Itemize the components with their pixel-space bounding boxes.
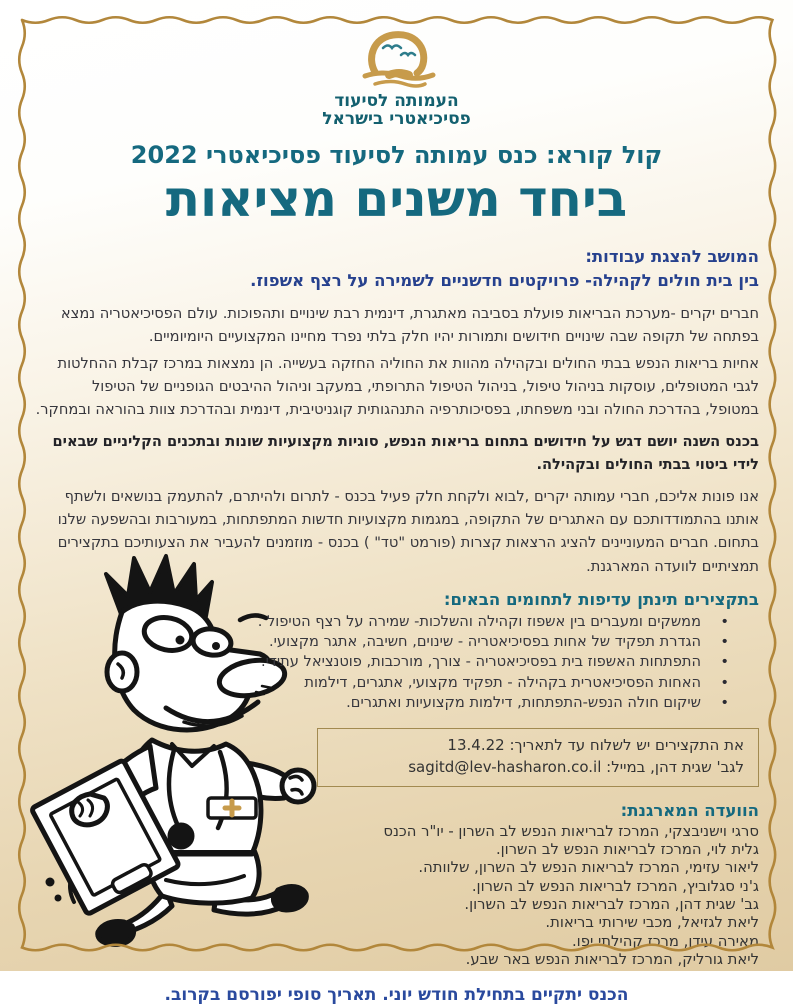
committee-member: ג'ני סגלוביץ, המרכז לבריאות הנפש לב השרון. <box>471 877 759 895</box>
sun-birds-water-logo-icon <box>345 28 449 92</box>
committee-member: מאירה עידן, מרכז קהילתי יפו. <box>571 932 759 950</box>
topic-item: • האחות הפסיכיאטרית בקהילה - תפקיד מקצועי, אתגרים, דילמות <box>34 673 747 693</box>
email-line <box>332 756 744 779</box>
topic-item: • הגדרת תפקיד של אחות בפסיכיאטריה - שינוים, חשיבה, אתגר מקצועי. <box>34 632 747 652</box>
intro-paragraph-emphasis: בכנס השנה יושם דגש על חידושים בתחום בריאות הנפש, סוגיות מקצועיות שונות ובתכנים הקליניים שבאים לידי ביטוי בבתי החולים ובקהילה. <box>52 433 759 474</box>
committee-list <box>34 823 759 970</box>
session-subheading: בין בית חולים לקהילה- פרויקטים חדשניים לשמירה על רצף אשפוז. <box>250 271 759 291</box>
organizing-committee <box>34 801 759 970</box>
intro-paragraph-2: אחיות בריאות הנפש בבתי החולים ובקהילה מהוות את החוליה החזקה בעשייה. הן נמצאות במרכז קבלת ההחלטות לגבי המטופלים, עוסקות בניהול טיפול, בניהול הטיפול התרופתי, במעקב וניהול ההיבטים הגופניים של הטיפול במטופל, בהדרכת החולה ובני משפחתו, בפסיכותרפיה התנהגותית קוגניטיבית, דינמית ובהדרכת צוות בהוראה ובמחקר. <box>35 355 759 419</box>
topic-item: • שיקום חולה הנפש-התפתחות, דילמות מקצועיות ואתגרים. <box>34 693 747 713</box>
submission-info-box <box>317 728 759 787</box>
org-name-line2: פסיכיאטרי בישראל <box>322 109 471 130</box>
committee-member: גב' שגית דהן, המרכז לבריאות הנפש לב השרון. <box>464 896 759 914</box>
committee-member: גלית לוי, המרכז לבריאות הנפש לב השרון. <box>495 841 759 859</box>
committee-member: ליאת לגזיאל, מכבי שירותי בריאות. <box>545 914 759 932</box>
committee-member: ליאור עזימי, המרכז לבריאות הנפש לב השרון, שלוותה. <box>418 859 759 877</box>
topic-item: • ממשקים ומעברים בין אשפוז וקהילה והשלכות- שמירה על רצף הטיפול . <box>34 612 747 632</box>
intro-paragraph-1: חברים יקרים -מערכת הבריאות פועלת בסביבה מאתגרת, דינמית רבת שינויים ותהפוכות. עולם הפסיכיאטריה נמצא בפתחה של תקופה שבה שינויים חידושים ותמורות יהיו חלק בלתי נפרד מחיינו המקצועיים היומיומיים. <box>60 305 759 346</box>
email-label: לגב' שגית דהן, במייל: <box>606 758 744 777</box>
designer-credit <box>22 608 38 748</box>
association-logo <box>34 28 759 129</box>
committee-member: סרגי וישניבצקי, המרכז לבריאות הנפש לב השרון - יו"ר הכנס <box>383 822 759 840</box>
org-name-line1: העמותה לסיעוד <box>334 91 459 111</box>
email-address: sagitd@lev-hasharon.co.il <box>408 758 602 777</box>
poster-content <box>34 24 759 1005</box>
topics-list <box>34 612 747 714</box>
deadline-line <box>332 734 744 757</box>
call-for-papers-headline: קול קורא: כנס עמותה לסיעוד פסיכיאטרי 2022 <box>130 140 663 169</box>
committee-member: ליאת גורליק, המרכז לבריאות הנפש באר שבע. <box>465 951 759 969</box>
intro-paragraph-invitation: אנו פונות אליכם, חברי עמותה יקרים ,לבוא ולקחת חלק פעיל בכנס - לתרום ולהיתרם, להתעמק בנושאים ולשתף אותנו בהתמודדותכם עם האתגרים של התקופה, במגמות מקצועיות חדשות המתפתחות, במעורבות ובהשפעה שלנו בתחום. חברים המעוניינים להציג הרצאות קצרות (פורמט "טד" ) בכנס - מוזמנים להעביר את הצעותיכם בתקצירים תמציתיים לוועדה המארגנת. <box>57 488 759 575</box>
conference-title: ביחד משנים מציאות <box>165 169 628 228</box>
deadline-label: את התקצירים יש לשלוח עד לתאריך: <box>509 735 744 754</box>
session-heading: המושב להצגת עבודות: <box>585 247 759 267</box>
committee-heading: הוועדה המארגנת: <box>620 800 759 820</box>
save-the-date-line: הכנס יתקיים בתחילת חודש יוני. תאריך סופי יפורסם בקרוב. <box>164 985 629 1005</box>
topic-item: • התפתחות האשפוז בית בפסיכיאטריה - צורך, מורכבות, פוטנציאל עתידי. <box>34 652 747 672</box>
deadline-date: 13.4.22 <box>447 735 505 754</box>
topics-heading: בתקצירים תינתן עדיפות לתחומים הבאים: <box>443 589 759 609</box>
